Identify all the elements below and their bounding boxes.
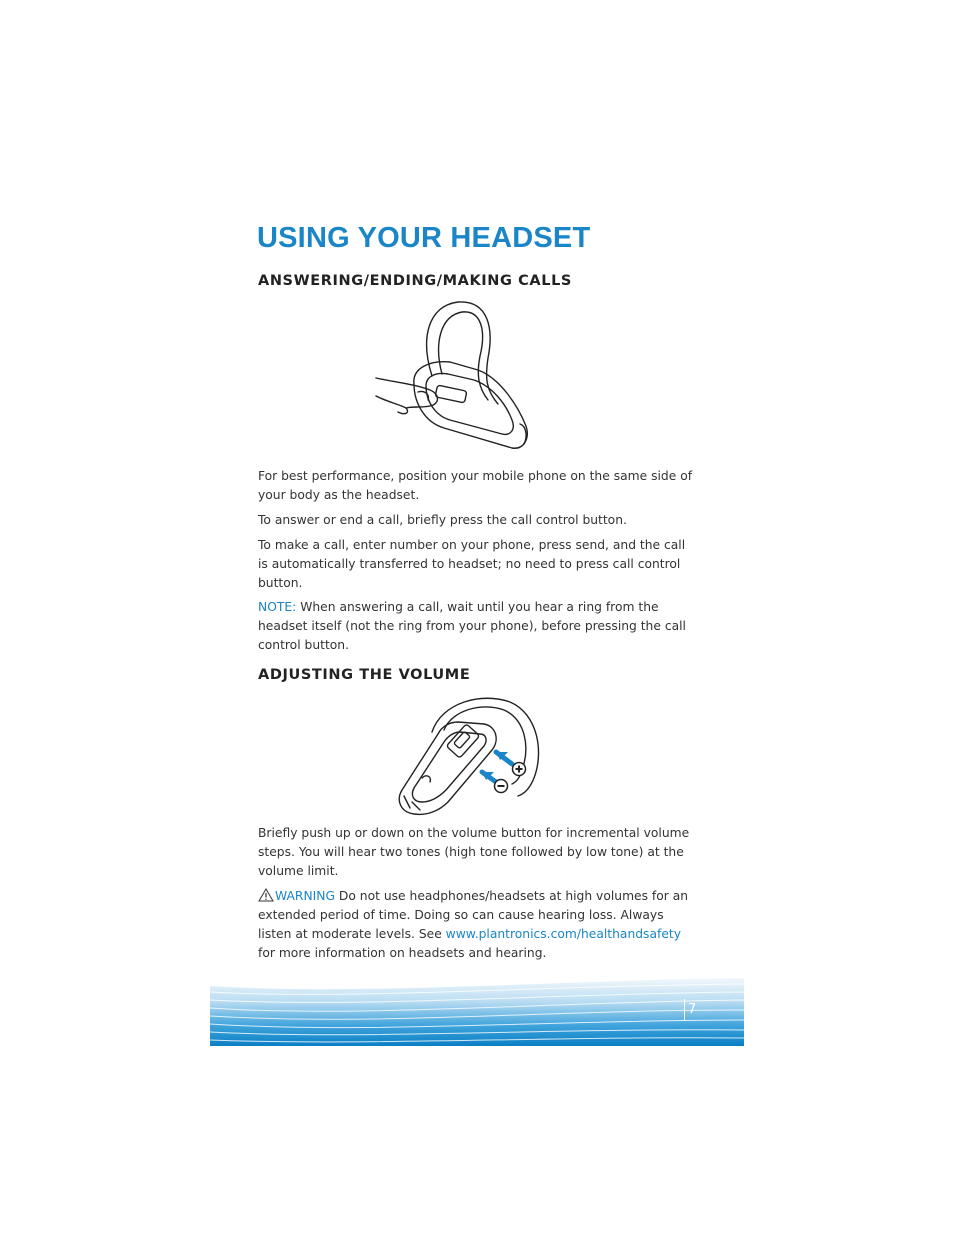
minus-icon [493, 778, 509, 794]
calls-paragraph-1: For best performance, position your mobile phone on the same side of your body as the headset. [258, 469, 693, 502]
plus-icon [511, 761, 527, 777]
headset-volume-illustration [392, 692, 544, 818]
headset-call-button-illustration [370, 298, 535, 463]
footer-wave-band [210, 978, 744, 1046]
page-number: 7 [688, 1002, 697, 1017]
volume-warning [258, 887, 698, 963]
calls-note [258, 598, 698, 655]
note-text: When answering a call, wait until you hear a ring from the headset itself (not the ring from your phone), before pressing the call control button. [258, 600, 686, 652]
section-heading-volume: ADJUSTING THE VOLUME [258, 667, 471, 683]
page-number-divider [684, 999, 685, 1021]
section-heading-calls: ANSWERING/ENDING/MAKING CALLS [258, 273, 572, 289]
volume-paragraph-1: Briefly push up or down on the volume button for incremental volume steps. You will hear two tones (high tone followed by low tone) at the volume limit. [258, 826, 690, 878]
warning-tail: for more information on headsets and hearing. [258, 946, 547, 960]
healthandsafety-link[interactable]: www.plantronics.com/healthandsafety [445, 927, 681, 941]
warning-triangle-icon [258, 888, 274, 902]
calls-paragraph-3: To make a call, enter number on your phone, press send, and the call is automatically transferred to headset; no need to press call control button. [258, 538, 686, 590]
page-title: USING YOUR HEADSET [257, 222, 591, 254]
note-label: NOTE: [258, 600, 297, 614]
warning-text: Do not use headphones/headsets at high volumes for an extended period of time. Doing so can cause hearing loss. Always listen at moderate levels. See [258, 889, 689, 941]
warning-label: WARNING [275, 889, 335, 903]
calls-paragraph-2: To answer or end a call, briefly press the call control button. [258, 513, 627, 527]
